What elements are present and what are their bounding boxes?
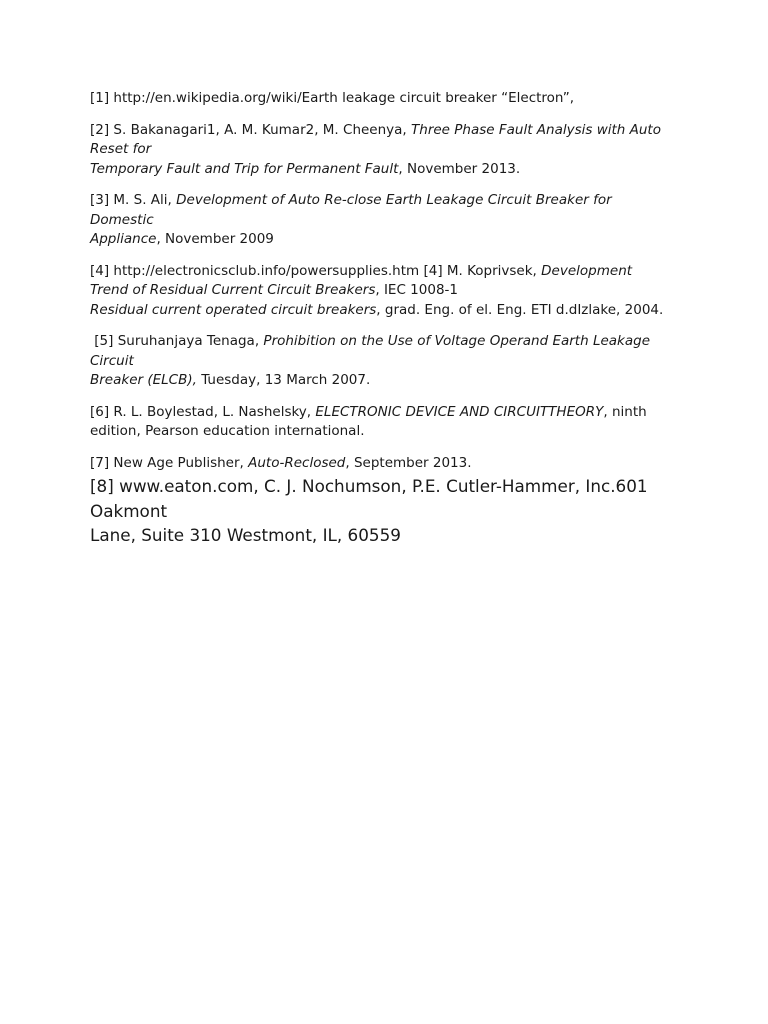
reference-6 — [90, 403, 690, 442]
reference-5 — [90, 332, 690, 391]
reference-3-title-cont: Domestic — [90, 211, 154, 228]
reference-5-title: Prohibition on the Use of Voltage Operand Earth Leakage — [263, 333, 651, 349]
reference-4-line-1 — [90, 262, 690, 282]
reference-6-line-1 — [90, 403, 690, 423]
reference-2-title: Three Phase Fault Analysis with Auto — [411, 121, 661, 138]
reference-5-date: Tuesday, 13 March 2007. — [196, 372, 371, 388]
reference-3-title-end: Appliance — [90, 231, 157, 247]
reference-4-source: [4] http://electronicsclub.info/powersupplies.htm [4] M. Koprivsek, — [90, 262, 542, 279]
reference-4-publisher: , grad. Eng. of el. Eng. ETI d.dIzlake, 2004. — [376, 301, 664, 318]
reference-2-line-2 — [90, 140, 690, 160]
reference-4-title-cont: Trend of Residual Current Circuit Breakers — [90, 282, 376, 298]
reference-6-title: ELECTRONIC DEVICE AND CIRCUITTHEORY — [315, 403, 604, 420]
reference-4-line-2 — [90, 281, 690, 301]
reference-5-line-2 — [90, 352, 690, 372]
reference-8-line-3: Lane, Suite 310 Westmont, IL, 60559 — [90, 525, 401, 545]
reference-2-authors: [2] S. Bakanagari1, A. M. Kumar2, M. Cheenya, — [90, 121, 412, 138]
reference-6-authors: [6] R. L. Boylestad, L. Nashelsky, — [90, 403, 316, 420]
reference-2-title-end: Temporary Fault and Trip for Permanent Fault — [90, 160, 399, 177]
reference-1-line-1: [1] http://en.wikipedia.org/wiki/Earth leakage circuit breaker “Electron”, — [90, 90, 575, 106]
reference-6-edition: , ninth — [603, 403, 647, 420]
reference-3-line-3 — [90, 230, 690, 250]
reference-8-line-1: [8] www.eaton.com, C. J. Nochumson, P.E. Cutler-Hammer, Inc.601 — [90, 476, 648, 496]
reference-7-title: Auto-Reclosed — [248, 454, 346, 471]
reference-7-line-1 — [90, 454, 690, 474]
reference-2 — [90, 121, 690, 180]
reference-7 — [90, 454, 690, 474]
reference-4 — [90, 262, 690, 321]
reference-5-line-1 — [90, 332, 690, 352]
reference-3-author: [3] M. S. Ali, — [90, 192, 177, 208]
reference-5-title-cont: Circuit — [90, 352, 134, 369]
reference-2-line-1 — [90, 121, 690, 141]
reference-7-date: , September 2013. — [345, 454, 472, 471]
reference-8 — [90, 474, 690, 548]
reference-8-line-2: Oakmont — [90, 500, 168, 521]
reference-5-title-end: Breaker (ELCB), — [90, 372, 197, 388]
reference-1 — [90, 89, 690, 109]
reference-6-line-2: edition, Pearson education international. — [90, 423, 365, 439]
reference-4-standard: , IEC 1008-1 — [375, 282, 458, 298]
reference-3-title: Development of Auto Re-close Earth Leakage Circuit Breaker for — [176, 192, 612, 208]
reference-3-line-2 — [90, 211, 690, 231]
reference-2-title-cont: Reset for — [90, 141, 152, 157]
reference-2-line-3 — [90, 160, 690, 180]
reference-3-date: , November 2009 — [156, 231, 274, 247]
reference-2-date: , November 2013. — [398, 160, 521, 177]
reference-3-line-1 — [90, 191, 690, 211]
reference-list — [90, 89, 690, 564]
reference-3 — [90, 191, 690, 250]
reference-5-line-3 — [90, 371, 690, 391]
reference-5-author: [5] Suruhanjaya Tenaga, — [90, 333, 264, 349]
reference-4-title: Development — [541, 262, 633, 279]
reference-4-line-3 — [90, 301, 690, 321]
reference-4-subtitle: Residual current operated circuit breakers — [90, 301, 377, 318]
reference-7-publisher: [7] New Age Publisher, — [90, 454, 249, 471]
